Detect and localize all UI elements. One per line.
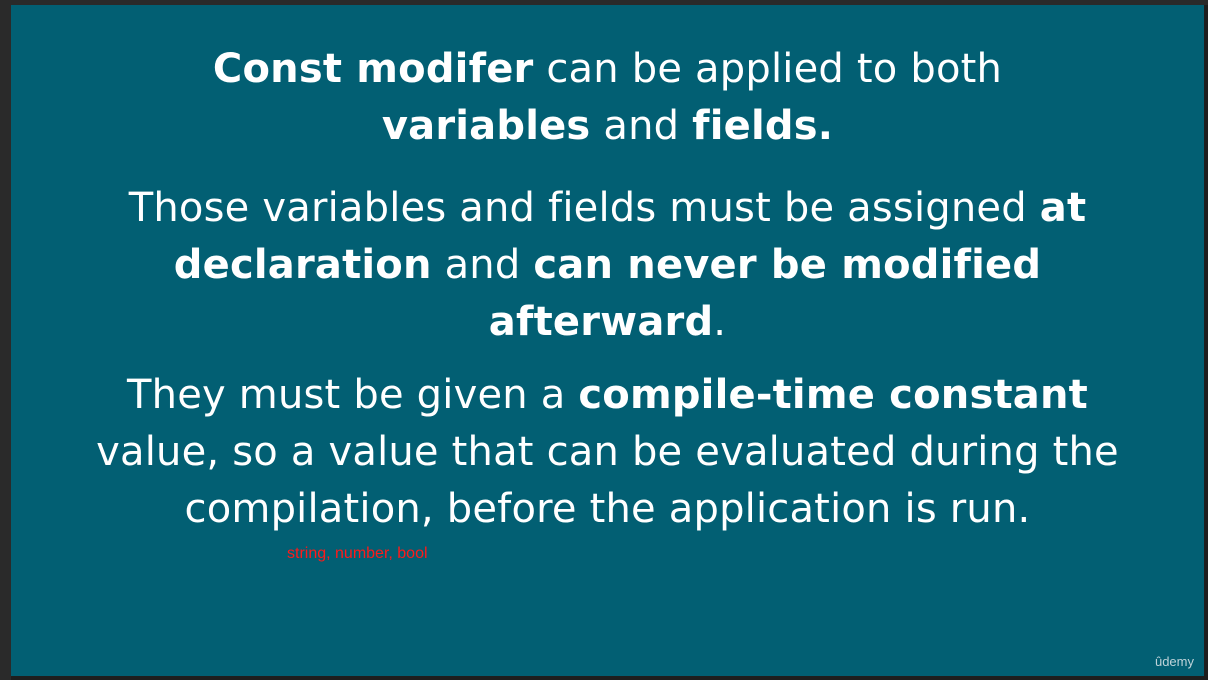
slide-paragraph-3	[11, 367, 1204, 538]
p3-text-1: They must be given a	[127, 372, 579, 418]
slide-paragraph-1	[11, 41, 1204, 155]
p3-text-2: value, so a value that can be evaluated during the	[96, 429, 1119, 475]
variables-bold: variables	[381, 103, 591, 149]
p2-text-1: Those variables and fields must be assigned	[128, 185, 1040, 231]
const-modifier-bold: Const modifer	[212, 46, 534, 92]
slide-paragraph-2	[11, 180, 1204, 351]
handwritten-annotation: string, number, bool	[287, 545, 428, 562]
p1-text-2: and	[590, 103, 693, 149]
udemy-watermark: ûdemy	[1154, 654, 1194, 669]
afterward-bold: afterward	[488, 299, 714, 345]
slide	[11, 5, 1204, 676]
at-bold: at	[1039, 185, 1087, 231]
fields-bold: fields.	[692, 103, 834, 149]
p1-text-1: can be applied to both	[533, 46, 1003, 92]
p2-text-2: and	[431, 242, 534, 288]
p3-text-3: compilation, before the application is run.	[184, 486, 1031, 532]
left-border	[0, 0, 11, 680]
compile-time-constant-bold: compile-time constant	[578, 372, 1088, 418]
declaration-bold: declaration	[173, 242, 432, 288]
p2-text-3: .	[713, 299, 727, 345]
never-modified-bold: can never be modified	[533, 242, 1042, 288]
